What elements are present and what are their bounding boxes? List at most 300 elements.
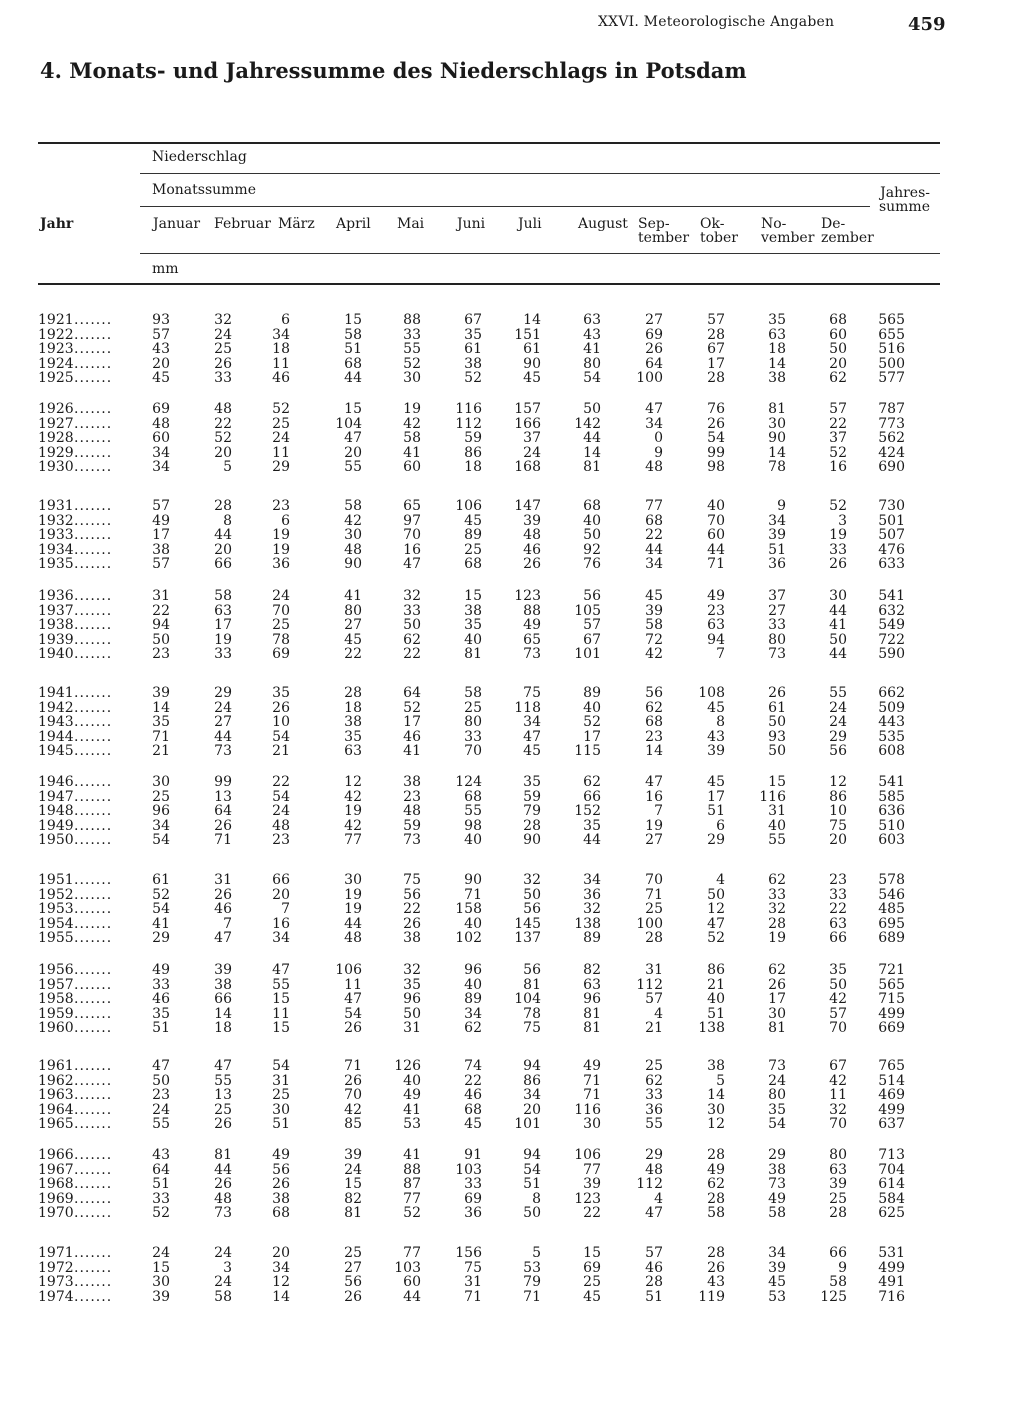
month-value-cell: 49 bbox=[707, 588, 725, 604]
month-value-cell: 29 bbox=[152, 930, 170, 947]
month-value-cell: 7 bbox=[281, 901, 290, 918]
annual-sum-cell: 549 bbox=[878, 617, 905, 634]
table-row bbox=[38, 514, 940, 529]
month-value-cell: 23 bbox=[829, 872, 847, 888]
month-value-cell: 57 bbox=[152, 556, 170, 573]
month-value-cell: 6 bbox=[281, 312, 290, 328]
year-cell: 1943 bbox=[38, 714, 74, 731]
leader-dots: ....... bbox=[74, 646, 113, 663]
month-value-cell: 157 bbox=[514, 401, 541, 417]
month-value-cell: 23 bbox=[272, 832, 290, 849]
month-value-cell: 58 bbox=[464, 685, 482, 701]
month-value-cell: 27 bbox=[214, 714, 232, 731]
month-value-cell: 50 bbox=[523, 1205, 541, 1222]
month-value-cell: 40 bbox=[464, 832, 482, 849]
month-value-cell: 39 bbox=[152, 1288, 170, 1305]
year-cell: 1946 bbox=[38, 774, 74, 790]
year-cell: 1941 bbox=[38, 685, 74, 701]
annual-sum-cell: 546 bbox=[878, 886, 905, 903]
month-value-cell: 25 bbox=[464, 699, 482, 716]
month-value-cell: 39 bbox=[344, 1147, 362, 1163]
month-value-cell: 58 bbox=[214, 1288, 232, 1305]
table-row bbox=[38, 357, 940, 372]
annual-sum-cell: 637 bbox=[878, 1116, 905, 1133]
table-row bbox=[38, 1290, 940, 1305]
month-value-cell: 44 bbox=[645, 541, 663, 558]
month-value-cell: 70 bbox=[344, 1087, 362, 1104]
table-row bbox=[38, 431, 940, 446]
month-value-cell: 29 bbox=[768, 1147, 786, 1163]
year-cell: 1963 bbox=[38, 1087, 74, 1104]
month-value-cell: 67 bbox=[583, 631, 601, 648]
month-value-cell: 101 bbox=[574, 646, 601, 663]
month-value-cell: 48 bbox=[645, 459, 663, 476]
month-value-cell: 73 bbox=[214, 743, 232, 760]
month-value-cell: 69 bbox=[645, 326, 663, 343]
month-value-cell: 35 bbox=[583, 817, 601, 834]
annual-sum-cell: 625 bbox=[878, 1205, 905, 1222]
month-value-cell: 58 bbox=[214, 588, 232, 604]
month-value-cell: 28 bbox=[707, 1147, 725, 1163]
month-value-cell: 45 bbox=[464, 512, 482, 529]
table-row bbox=[38, 528, 940, 543]
table-row bbox=[38, 342, 940, 357]
year-cell: 1965 bbox=[38, 1116, 74, 1133]
month-value-cell: 75 bbox=[403, 872, 421, 888]
month-value-cell: 76 bbox=[707, 401, 725, 417]
year-cell: 1937 bbox=[38, 602, 74, 619]
month-value-cell: 50 bbox=[403, 1005, 421, 1022]
month-value-cell: 89 bbox=[464, 527, 482, 544]
month-value-cell: 90 bbox=[464, 872, 482, 888]
leader-dots: ....... bbox=[74, 699, 113, 716]
month-value-cell: 57 bbox=[583, 617, 601, 634]
month-value-cell: 90 bbox=[344, 556, 362, 573]
month-value-cell: 34 bbox=[272, 1259, 290, 1276]
month-value-cell: 8 bbox=[532, 1190, 541, 1207]
month-value-cell: 17 bbox=[707, 788, 725, 805]
month-value-cell: 71 bbox=[464, 1288, 482, 1305]
table-row bbox=[38, 992, 940, 1007]
month-value-cell: 44 bbox=[583, 430, 601, 447]
month-header-continuation: vember bbox=[761, 230, 815, 246]
month-value-cell: 39 bbox=[768, 1259, 786, 1276]
month-value-cell: 26 bbox=[272, 699, 290, 716]
table-row bbox=[38, 371, 940, 386]
month-value-cell: 28 bbox=[707, 1190, 725, 1207]
month-value-cell: 43 bbox=[707, 1274, 725, 1291]
month-value-cell: 93 bbox=[768, 728, 786, 745]
month-value-cell: 9 bbox=[838, 1259, 847, 1276]
month-value-cell: 54 bbox=[272, 788, 290, 805]
month-value-cell: 33 bbox=[152, 1190, 170, 1207]
year-cell: 1929 bbox=[38, 444, 74, 461]
month-value-cell: 70 bbox=[464, 743, 482, 760]
annual-sum-cell: 499 bbox=[878, 1101, 905, 1118]
year-cell: 1944 bbox=[38, 728, 74, 745]
month-value-cell: 26 bbox=[403, 915, 421, 932]
month-value-cell: 60 bbox=[829, 326, 847, 343]
month-value-cell: 46 bbox=[645, 1259, 663, 1276]
month-value-cell: 70 bbox=[645, 872, 663, 888]
month-value-cell: 75 bbox=[523, 685, 541, 701]
month-value-cell: 55 bbox=[829, 685, 847, 701]
month-header: De- bbox=[821, 216, 846, 232]
month-value-cell: 73 bbox=[214, 1205, 232, 1222]
month-value-cell: 57 bbox=[707, 312, 725, 328]
month-value-cell: 22 bbox=[152, 602, 170, 619]
month-value-cell: 20 bbox=[272, 1245, 290, 1261]
leader-dots: ....... bbox=[74, 1176, 113, 1193]
month-value-cell: 13 bbox=[214, 1087, 232, 1104]
month-value-cell: 70 bbox=[403, 527, 421, 544]
table-row bbox=[38, 1021, 940, 1036]
annual-sum-cell: 541 bbox=[878, 774, 905, 790]
month-value-cell: 55 bbox=[272, 976, 290, 993]
month-value-cell: 88 bbox=[403, 312, 421, 328]
month-value-cell: 19 bbox=[344, 886, 362, 903]
annual-sum-cell: 773 bbox=[878, 415, 905, 432]
month-value-cell: 45 bbox=[645, 588, 663, 604]
table-row bbox=[38, 715, 940, 730]
month-value-cell: 50 bbox=[707, 886, 725, 903]
month-value-cell: 46 bbox=[272, 370, 290, 387]
month-value-cell: 81 bbox=[583, 459, 601, 476]
month-value-cell: 73 bbox=[768, 646, 786, 663]
month-value-cell: 94 bbox=[523, 1147, 541, 1163]
month-value-cell: 104 bbox=[335, 415, 362, 432]
month-value-cell: 50 bbox=[583, 401, 601, 417]
month-value-cell: 50 bbox=[152, 1072, 170, 1089]
month-value-cell: 53 bbox=[403, 1116, 421, 1133]
month-value-cell: 27 bbox=[645, 312, 663, 328]
month-value-cell: 81 bbox=[768, 1020, 786, 1037]
month-value-cell: 137 bbox=[514, 930, 541, 947]
month-value-cell: 31 bbox=[768, 803, 786, 820]
table-row bbox=[38, 1007, 940, 1022]
month-value-cell: 19 bbox=[344, 803, 362, 820]
month-value-cell: 62 bbox=[583, 774, 601, 790]
month-value-cell: 18 bbox=[464, 459, 482, 476]
month-value-cell: 12 bbox=[707, 901, 725, 918]
month-value-cell: 28 bbox=[523, 817, 541, 834]
month-value-cell: 52 bbox=[403, 355, 421, 372]
month-value-cell: 100 bbox=[636, 915, 663, 932]
month-value-cell: 34 bbox=[523, 1087, 541, 1104]
month-value-cell: 66 bbox=[214, 556, 232, 573]
month-value-cell: 71 bbox=[214, 832, 232, 849]
leader-dots: ....... bbox=[74, 1245, 113, 1261]
month-value-cell: 56 bbox=[403, 886, 421, 903]
month-value-cell: 86 bbox=[829, 788, 847, 805]
month-value-cell: 16 bbox=[403, 541, 421, 558]
month-value-cell: 33 bbox=[214, 370, 232, 387]
annual-sum-cell: 662 bbox=[878, 685, 905, 701]
year-cell: 1967 bbox=[38, 1161, 74, 1178]
month-value-cell: 19 bbox=[214, 631, 232, 648]
leader-dots: ....... bbox=[74, 774, 113, 790]
annual-sum-cell: 476 bbox=[878, 541, 905, 558]
month-value-cell: 9 bbox=[654, 444, 663, 461]
month-value-cell: 22 bbox=[583, 1205, 601, 1222]
month-value-cell: 34 bbox=[152, 817, 170, 834]
leader-dots: ....... bbox=[74, 886, 113, 903]
year-cell: 1936 bbox=[38, 588, 74, 604]
month-value-cell: 22 bbox=[645, 527, 663, 544]
annual-sum-cell: 541 bbox=[878, 588, 905, 604]
month-value-cell: 68 bbox=[272, 1205, 290, 1222]
month-value-cell: 26 bbox=[214, 355, 232, 372]
year-cell: 1922 bbox=[38, 326, 74, 343]
month-value-cell: 44 bbox=[344, 915, 362, 932]
month-header: Januar bbox=[153, 216, 201, 232]
month-value-cell: 69 bbox=[152, 401, 170, 417]
annual-sum-cell: 531 bbox=[878, 1245, 905, 1261]
table-row bbox=[38, 1148, 940, 1163]
month-value-cell: 17 bbox=[768, 991, 786, 1008]
month-value-cell: 49 bbox=[403, 1087, 421, 1104]
month-value-cell: 35 bbox=[464, 326, 482, 343]
month-value-cell: 24 bbox=[829, 699, 847, 716]
leader-dots: ....... bbox=[74, 1259, 113, 1276]
annual-sum-cell: 507 bbox=[878, 527, 905, 544]
month-value-cell: 26 bbox=[214, 1116, 232, 1133]
month-value-cell: 68 bbox=[344, 355, 362, 372]
year-cell: 1945 bbox=[38, 743, 74, 760]
month-value-cell: 36 bbox=[645, 1101, 663, 1118]
annual-sum-cell: 655 bbox=[878, 326, 905, 343]
month-value-cell: 13 bbox=[214, 788, 232, 805]
year-cell: 1928 bbox=[38, 430, 74, 447]
month-value-cell: 33 bbox=[645, 1087, 663, 1104]
month-value-cell: 43 bbox=[152, 1147, 170, 1163]
month-value-cell: 14 bbox=[523, 312, 541, 328]
month-value-cell: 11 bbox=[272, 1005, 290, 1022]
table-row bbox=[38, 1103, 940, 1118]
month-value-cell: 99 bbox=[214, 774, 232, 790]
month-value-cell: 106 bbox=[455, 498, 482, 514]
month-value-cell: 12 bbox=[707, 1116, 725, 1133]
year-cell: 1949 bbox=[38, 817, 74, 834]
month-value-cell: 28 bbox=[344, 685, 362, 701]
month-value-cell: 16 bbox=[645, 788, 663, 805]
month-value-cell: 52 bbox=[152, 886, 170, 903]
month-value-cell: 31 bbox=[645, 962, 663, 978]
month-value-cell: 63 bbox=[583, 976, 601, 993]
year-cell: 1955 bbox=[38, 930, 74, 947]
year-cell: 1948 bbox=[38, 803, 74, 820]
table-row bbox=[38, 313, 940, 328]
year-cell: 1961 bbox=[38, 1058, 74, 1074]
month-value-cell: 15 bbox=[272, 991, 290, 1008]
month-value-cell: 20 bbox=[214, 444, 232, 461]
month-value-cell: 124 bbox=[455, 774, 482, 790]
month-value-cell: 94 bbox=[523, 1058, 541, 1074]
month-value-cell: 6 bbox=[281, 512, 290, 529]
month-value-cell: 26 bbox=[768, 976, 786, 993]
month-value-cell: 61 bbox=[464, 341, 482, 358]
page-number: 459 bbox=[908, 14, 946, 35]
month-value-cell: 45 bbox=[707, 774, 725, 790]
year-cell: 1973 bbox=[38, 1274, 74, 1291]
month-value-cell: 138 bbox=[698, 1020, 725, 1037]
month-value-cell: 39 bbox=[214, 962, 232, 978]
annual-sum-cell: 514 bbox=[878, 1072, 905, 1089]
month-value-cell: 30 bbox=[152, 774, 170, 790]
leader-dots: ....... bbox=[74, 976, 113, 993]
month-value-cell: 58 bbox=[768, 1205, 786, 1222]
month-value-cell: 22 bbox=[403, 901, 421, 918]
month-value-cell: 96 bbox=[403, 991, 421, 1008]
month-value-cell: 47 bbox=[403, 556, 421, 573]
month-value-cell: 158 bbox=[455, 901, 482, 918]
month-value-cell: 116 bbox=[574, 1101, 601, 1118]
table-row bbox=[38, 557, 940, 572]
month-value-cell: 77 bbox=[583, 1161, 601, 1178]
month-value-cell: 47 bbox=[645, 1205, 663, 1222]
month-value-cell: 17 bbox=[214, 617, 232, 634]
month-value-cell: 14 bbox=[707, 1087, 725, 1104]
month-value-cell: 44 bbox=[707, 541, 725, 558]
month-value-cell: 50 bbox=[829, 341, 847, 358]
leader-dots: ....... bbox=[74, 930, 113, 947]
month-value-cell: 46 bbox=[152, 991, 170, 1008]
month-value-cell: 38 bbox=[344, 714, 362, 731]
month-value-cell: 44 bbox=[829, 602, 847, 619]
month-value-cell: 104 bbox=[514, 991, 541, 1008]
month-value-cell: 77 bbox=[403, 1245, 421, 1261]
month-value-cell: 25 bbox=[214, 341, 232, 358]
month-value-cell: 40 bbox=[707, 991, 725, 1008]
month-value-cell: 55 bbox=[214, 1072, 232, 1089]
month-value-cell: 4 bbox=[654, 1005, 663, 1022]
annual-sum-cell: 485 bbox=[878, 901, 905, 918]
month-value-cell: 106 bbox=[574, 1147, 601, 1163]
year-cell: 1935 bbox=[38, 556, 74, 573]
month-value-cell: 80 bbox=[829, 1147, 847, 1163]
month-value-cell: 12 bbox=[829, 774, 847, 790]
month-value-cell: 112 bbox=[636, 1176, 663, 1193]
month-value-cell: 81 bbox=[344, 1205, 362, 1222]
leader-dots: ....... bbox=[74, 1205, 113, 1222]
month-value-cell: 69 bbox=[464, 1190, 482, 1207]
year-cell: 1931 bbox=[38, 498, 74, 514]
table-row bbox=[38, 328, 940, 343]
year-cell: 1947 bbox=[38, 788, 74, 805]
year-cell: 1971 bbox=[38, 1245, 74, 1261]
month-value-cell: 47 bbox=[272, 962, 290, 978]
month-value-cell: 24 bbox=[272, 430, 290, 447]
month-value-cell: 17 bbox=[152, 527, 170, 544]
month-value-cell: 42 bbox=[344, 817, 362, 834]
table-row bbox=[38, 833, 940, 848]
leader-dots: ....... bbox=[74, 1087, 113, 1104]
table-row bbox=[38, 633, 940, 648]
month-value-cell: 48 bbox=[403, 803, 421, 820]
month-value-cell: 9 bbox=[777, 498, 786, 514]
month-value-cell: 65 bbox=[523, 631, 541, 648]
month-value-cell: 25 bbox=[645, 901, 663, 918]
month-value-cell: 26 bbox=[768, 685, 786, 701]
month-value-cell: 108 bbox=[698, 685, 725, 701]
leader-dots: ....... bbox=[74, 901, 113, 918]
month-value-cell: 50 bbox=[523, 886, 541, 903]
month-value-cell: 14 bbox=[768, 355, 786, 372]
month-value-cell: 68 bbox=[464, 556, 482, 573]
month-value-cell: 38 bbox=[464, 355, 482, 372]
month-value-cell: 5 bbox=[223, 459, 232, 476]
year-cell: 1933 bbox=[38, 527, 74, 544]
month-value-cell: 86 bbox=[707, 962, 725, 978]
month-value-cell: 96 bbox=[583, 991, 601, 1008]
month-value-cell: 59 bbox=[523, 788, 541, 805]
month-value-cell: 94 bbox=[152, 617, 170, 634]
month-value-cell: 38 bbox=[272, 1190, 290, 1207]
month-value-cell: 25 bbox=[214, 1101, 232, 1118]
month-value-cell: 71 bbox=[344, 1058, 362, 1074]
month-value-cell: 77 bbox=[344, 832, 362, 849]
month-value-cell: 41 bbox=[403, 444, 421, 461]
month-value-cell: 52 bbox=[829, 444, 847, 461]
leader-dots: ....... bbox=[74, 556, 113, 573]
table-row bbox=[38, 1059, 940, 1074]
annual-sum-cell: 565 bbox=[878, 976, 905, 993]
month-value-cell: 34 bbox=[583, 872, 601, 888]
month-value-cell: 42 bbox=[829, 991, 847, 1008]
month-value-cell: 25 bbox=[272, 1087, 290, 1104]
month-value-cell: 22 bbox=[272, 774, 290, 790]
month-value-cell: 67 bbox=[707, 341, 725, 358]
month-value-cell: 49 bbox=[707, 1161, 725, 1178]
month-value-cell: 48 bbox=[344, 541, 362, 558]
month-value-cell: 25 bbox=[272, 415, 290, 432]
year-cell: 1942 bbox=[38, 699, 74, 716]
month-value-cell: 55 bbox=[403, 341, 421, 358]
month-value-cell: 54 bbox=[152, 832, 170, 849]
month-value-cell: 12 bbox=[272, 1274, 290, 1291]
month-value-cell: 29 bbox=[829, 728, 847, 745]
month-value-cell: 35 bbox=[464, 617, 482, 634]
annual-sum-cell: 704 bbox=[878, 1161, 905, 1178]
month-value-cell: 17 bbox=[403, 714, 421, 731]
month-value-cell: 54 bbox=[272, 1058, 290, 1074]
month-value-cell: 44 bbox=[214, 527, 232, 544]
month-value-cell: 151 bbox=[514, 326, 541, 343]
table-row bbox=[38, 963, 940, 978]
annual-sum-cell: 787 bbox=[878, 401, 905, 417]
month-value-cell: 56 bbox=[523, 901, 541, 918]
month-value-cell: 63 bbox=[768, 326, 786, 343]
month-value-cell: 40 bbox=[583, 512, 601, 529]
month-value-cell: 56 bbox=[645, 685, 663, 701]
month-value-cell: 105 bbox=[574, 602, 601, 619]
annual-sum-cell: 500 bbox=[878, 355, 905, 372]
month-value-cell: 54 bbox=[272, 728, 290, 745]
month-value-cell: 115 bbox=[574, 743, 601, 760]
month-value-cell: 32 bbox=[214, 312, 232, 328]
month-value-cell: 11 bbox=[272, 444, 290, 461]
leader-dots: ....... bbox=[74, 1116, 113, 1133]
month-value-cell: 81 bbox=[583, 1020, 601, 1037]
month-value-cell: 63 bbox=[707, 617, 725, 634]
leader-dots: ....... bbox=[74, 788, 113, 805]
month-value-cell: 30 bbox=[403, 370, 421, 387]
table-row bbox=[38, 819, 940, 834]
month-header: März bbox=[278, 216, 315, 232]
month-value-cell: 112 bbox=[455, 415, 482, 432]
month-value-cell: 48 bbox=[344, 930, 362, 947]
month-value-cell: 42 bbox=[403, 415, 421, 432]
